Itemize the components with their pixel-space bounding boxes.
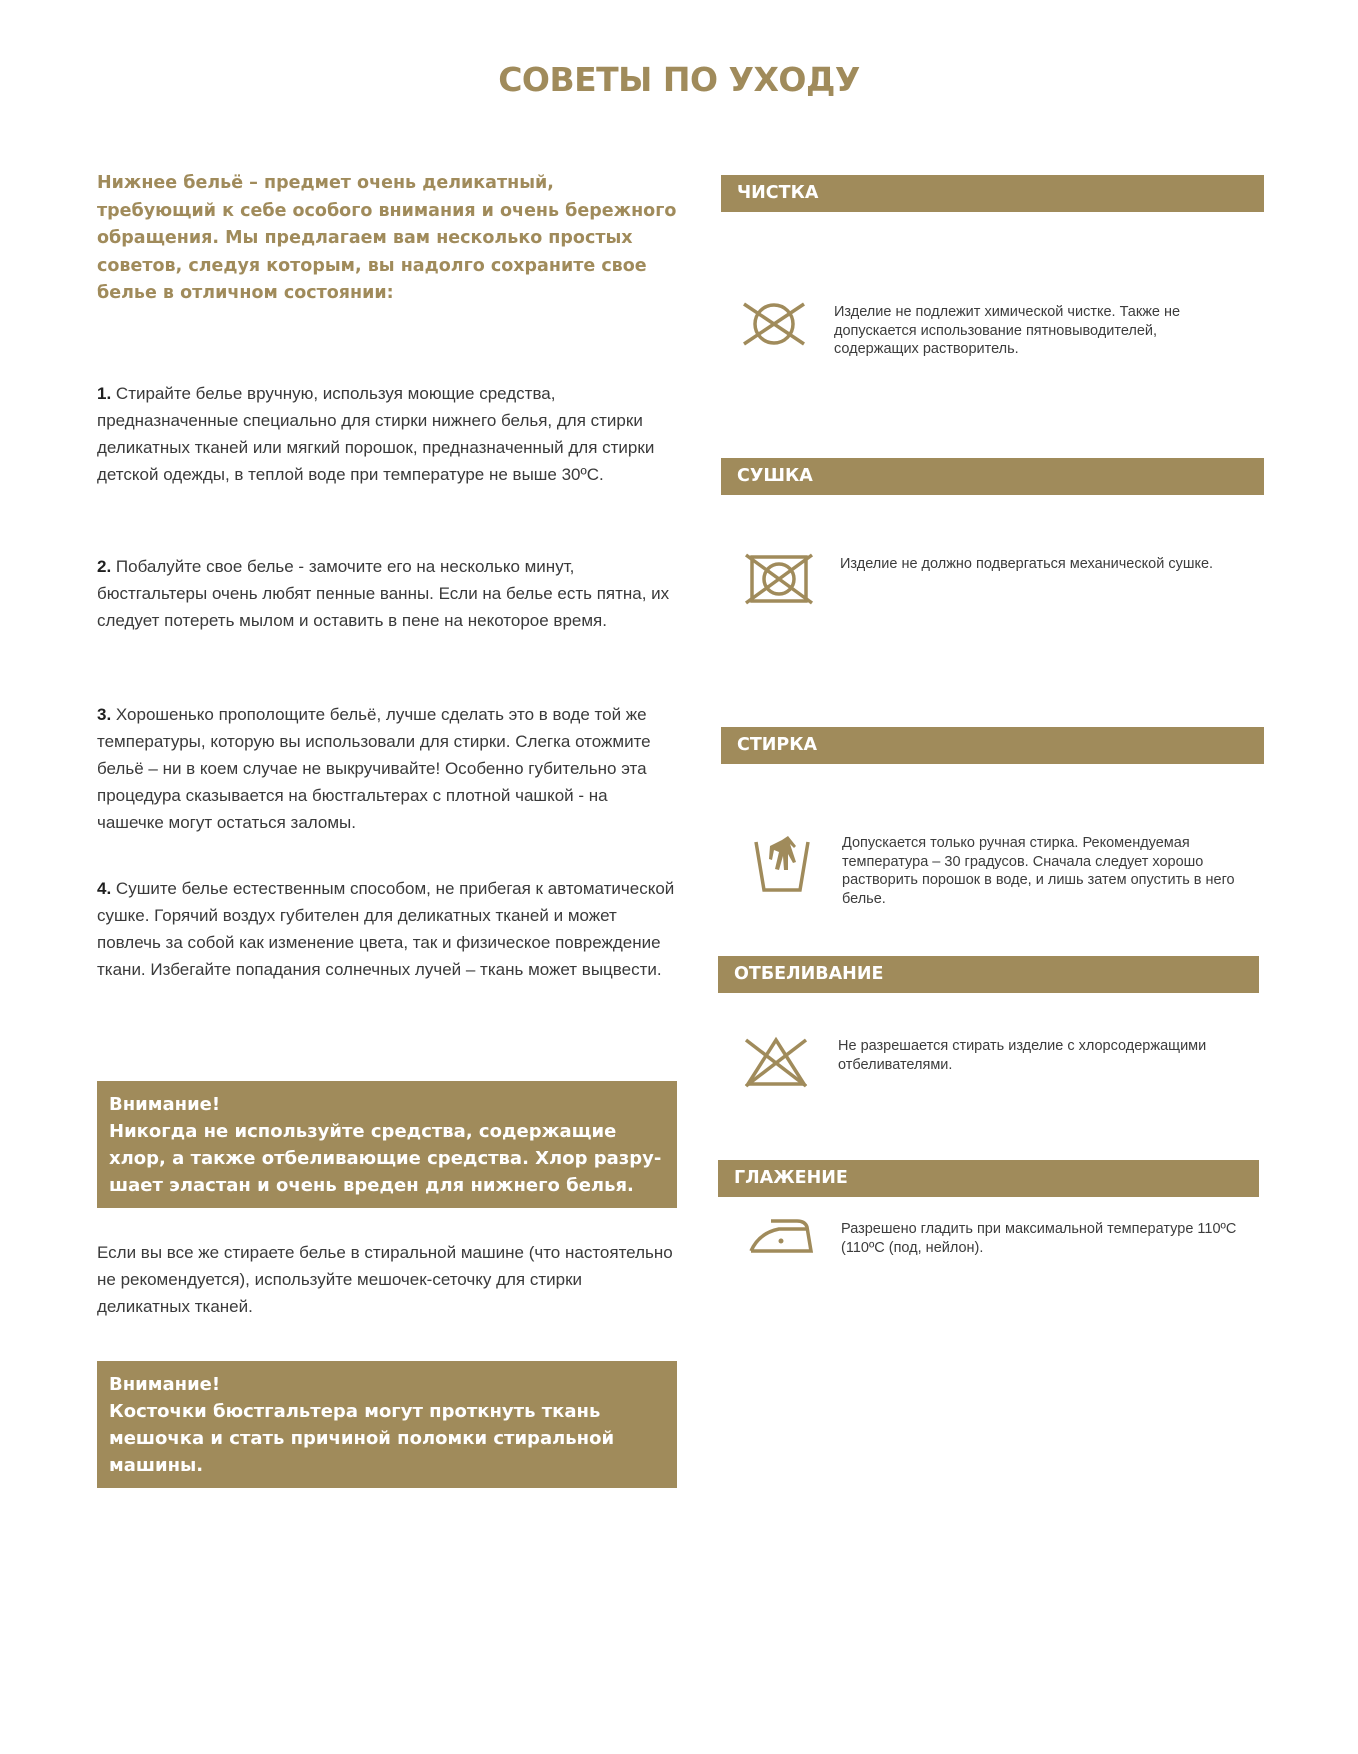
no-bleach-icon [742, 1036, 810, 1088]
warning-box-chlorine [97, 1081, 677, 1208]
tip-4 [97, 875, 677, 983]
page-title: СОВЕТЫ ПО УХОДУ [498, 60, 860, 99]
machine-note-text: Если вы все же стираете белье в стиральной машине (что настоятельно не рекомендуется), используйте мешочек-сеточку для стирки деликатных тканей. [97, 1243, 673, 1316]
iron-low-icon [745, 1215, 817, 1257]
tip-3 [97, 701, 677, 836]
tip-text: Хорошенько прополощите бельё, лучше сделать это в воде той же температуры, которую вы использовали для стирки. Слегка отожмите бельё – ни в коем случае не выкручивайте! Особенно губительно эта процедура сказывается на бюстгальтерах с плотной чашкой - на чашечке могут остаться заломы. [97, 705, 651, 832]
care-text-drying: Изделие не должно подвергаться механической сушке. [840, 556, 1214, 572]
tip-1 [97, 380, 677, 488]
section-header-bleaching: ОТБЕЛИВАНИЕ [718, 956, 1259, 993]
section-header-drying: СУШКА [721, 458, 1264, 495]
section-header-ironing: ГЛАЖЕНИЕ [718, 1160, 1259, 1197]
tip-2 [97, 553, 677, 634]
machine-note [97, 1239, 677, 1320]
tip-text: Сушите белье естественным способом, не прибегая к автоматической сушке. Горячий воздух губителен для деликатных тканей и может повлечь за собой как изменение цвета, так и физическое повреждение ткани. Избегайте попадания солнечных лучей – ткань может выцвести. [97, 879, 675, 979]
warning-text: Никогда не используйте средства, содержащие хлор, а также отбеливающие средства. Хлор разру-шает эластан и очень вреден для нижнего белья. [109, 1121, 662, 1196]
tip-text: Стирайте белье вручную, используя моющие средства, предназначенные специально для стирки нижнего белья, для стирки деликатных тканей или мягкий порошок, предназначенный для стирки детской одежды, в теплой воде при температуре не выше 30ºС. [97, 384, 655, 484]
care-text-bleaching: Не разрешается стирать изделие с хлорсодержащими отбеливателями. [838, 1038, 1207, 1073]
tip-number: 3. [97, 705, 112, 724]
tip-text: Побалуйте свое белье - замочите его на несколько минут, бюстгальтеры очень любят пенные ванны. Если на белье есть пятна, их следует потереть мылом и оставить в пене на некоторое время. [97, 557, 670, 630]
warning-heading: Внимание! [109, 1094, 221, 1115]
warning-heading: Внимание! [109, 1374, 221, 1395]
care-text-ironing: Разрешено гладить при максимальной температуре 110ºС (110ºС (под, нейлон). [841, 1221, 1237, 1256]
tip-number: 2. [97, 557, 112, 576]
warning-box-wires [97, 1361, 677, 1488]
section-header-cleaning: ЧИСТКА [721, 175, 1264, 212]
no-dry-clean-icon [740, 300, 808, 348]
intro-block [97, 170, 677, 308]
section-header-washing: СТИРКА [721, 727, 1264, 764]
hand-wash-icon [752, 832, 812, 894]
intro-text: Нижнее бельё – предмет очень деликатный, требующий к себе особого внимания и очень бережного обращения. Мы предлагаем вам несколько простых советов, следуя которым, вы надолго сохраните свое белье в отличном состоянии: [97, 173, 677, 303]
tip-number: 1. [97, 384, 112, 403]
care-text-cleaning: Изделие не подлежит химической чистке. Также не допускается использование пятновыводителей, содержащих растворитель. [834, 304, 1181, 357]
warning-text: Косточки бюстгальтера могут проткнуть ткань мешочка и стать причиной поломки стиральной машины. [109, 1401, 615, 1476]
care-text-washing: Допускается только ручная стирка. Рекомендуемая температура – 30 градусов. Сначала следует хорошо растворить порошок в воде, и лишь затем опустить в него белье. [842, 835, 1235, 907]
tip-number: 4. [97, 879, 112, 898]
no-tumble-dry-icon [744, 553, 814, 605]
